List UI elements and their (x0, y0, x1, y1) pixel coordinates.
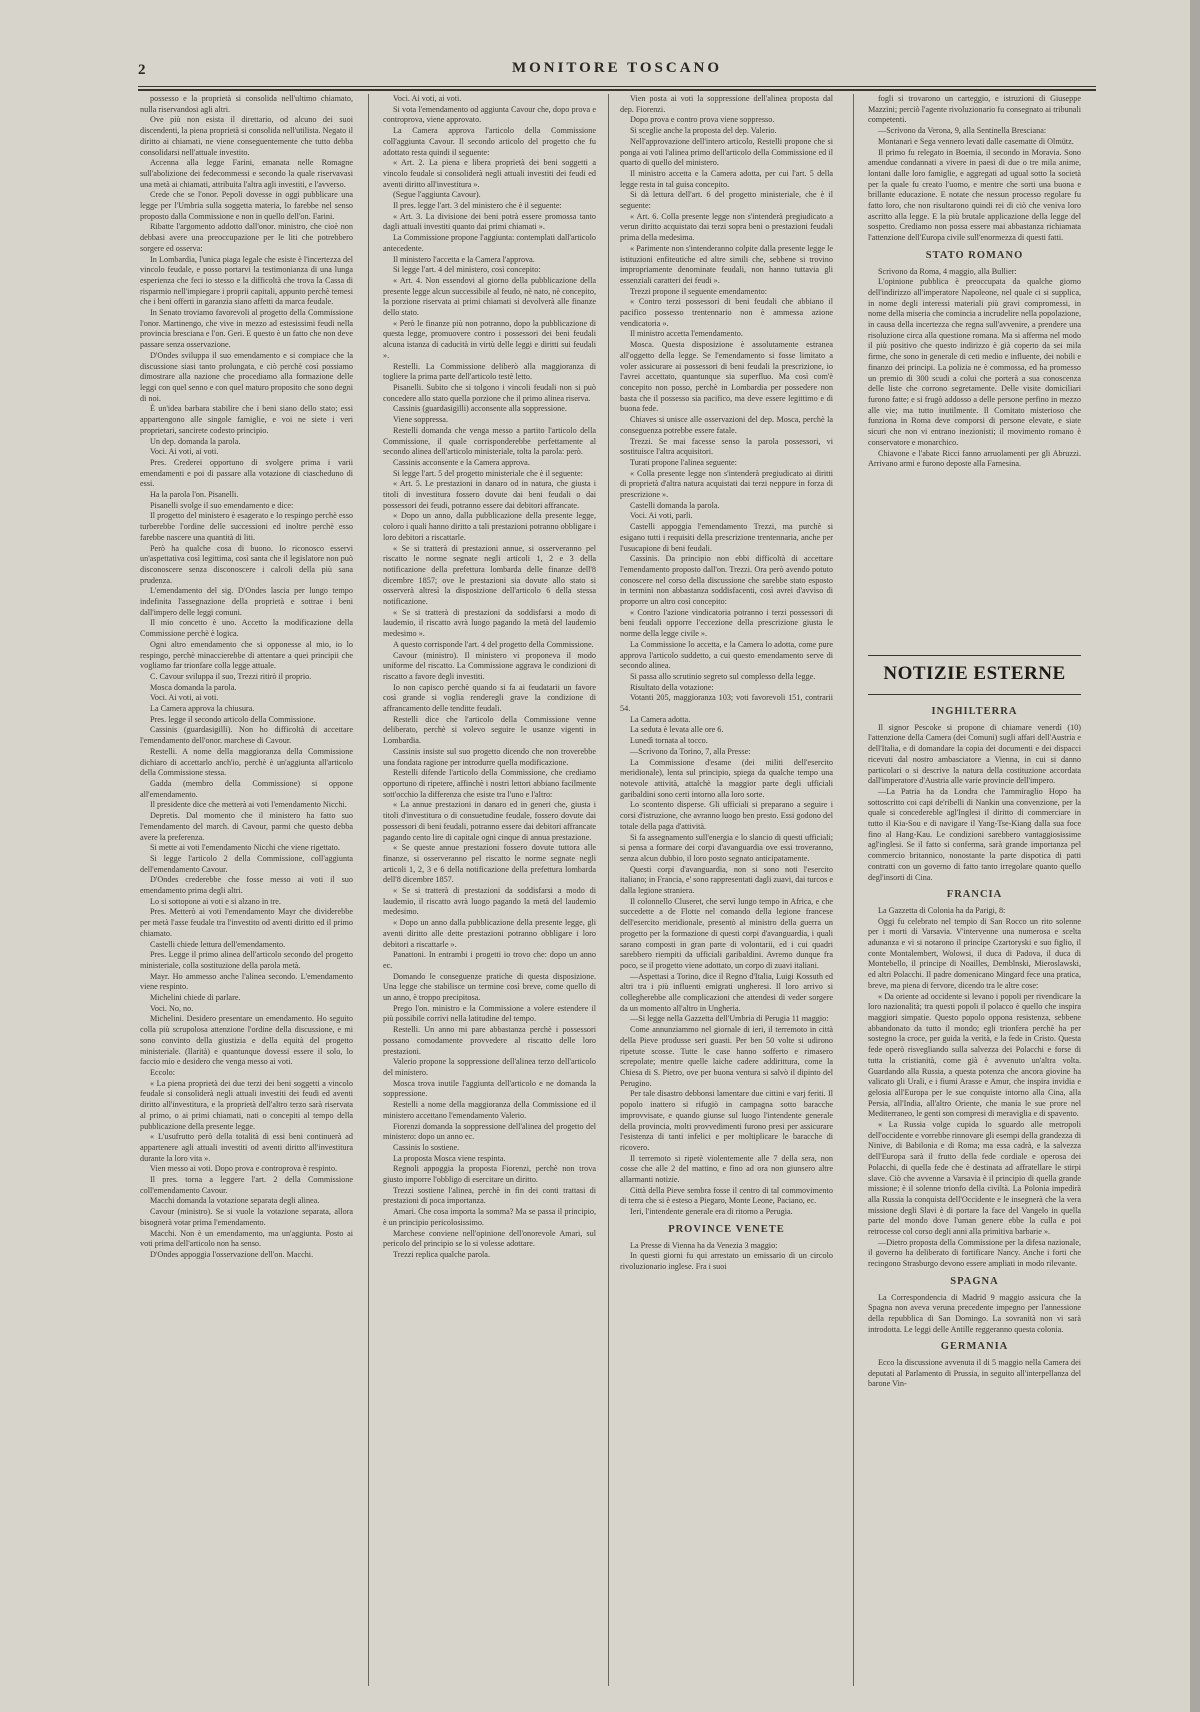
paragraph: La Camera approva la chiusura. (150, 704, 255, 714)
paragraph: Pres. Legge il primo alinea dell'articolo secondo del progetto ministeriale, colla sostituzione della parola metà. (140, 950, 353, 970)
header-rule-thick (138, 89, 1096, 91)
column-4-text-francia (868, 906, 1081, 1270)
paragraph: Si fa assegnamento sull'energia e lo slancio di questi ufficiali; si pensa a formare dei corpi d'avanguardia ove essi troveranno, senza alcun dubbio, il loro posto segnato anticipatamente. (620, 832, 833, 863)
paragraph: Voci. Ai voti, ai voti. (393, 94, 462, 103)
paragraph: Cassinis. Da principio non ebbi difficoltà di accettare l'emendamento proposto dall'on. Trezzi. Ora però avendo potuto conoscere nel corso della discussione che sarebbe stato esposto in termini non abbastanza soddisfacenti, così avrei d'avviso di proporre un altro così concepito: (620, 554, 833, 607)
paragraph: « Però le finanze più non potranno, dopo la pubblicazione di questa legge, promuovere contro i possessori dei beni feudali alcuna istanza di caducità in virtù delle leggi e diritti sui feudali ». (383, 318, 596, 360)
column-divider (368, 94, 369, 1686)
paragraph: —Si legge nella Gazzetta dell'Umbria di Perugia 11 maggio: (630, 1014, 829, 1024)
paragraph: « Dopo un anno dalla pubblicazione della presente legge, gli aventi diritto alle dette prestazioni potranno obbligare i loro debitori a riscattarle ». (383, 918, 596, 949)
paragraph: Castelli appoggia l'emendamento Trezzi, ma purchè si esigano tutti i requisiti della prescrizione trentennaria, anche per l'usucapione di beni feudali. (620, 522, 833, 553)
column-4-upper (868, 94, 1081, 470)
paragraph: « Contro l'azione vindicatoria potranno i terzi possessori di beni feudali opporre l'eccezione della prescrizione giusta le norme della legge civile ». (620, 607, 833, 639)
paragraph: —Scrivono da Verona, 9, alla Sentinella Bresciana: (878, 126, 1047, 136)
paragraph: Un dep. domanda la parola. (150, 436, 241, 446)
paragraph: Il presidente dice che metterà ai voti l'emendamento Nicchi. (150, 800, 347, 810)
paragraph: « Colla presente legge non s'intenderà pregiudicato ai diritti di proprietà d'altra natura acquistati dai terzi neppure in forza di prescrizione ». (620, 468, 833, 500)
paragraph: Pisanelli svolge il suo emendamento e dice: (150, 500, 294, 510)
section-heading-spagna: SPAGNA (950, 1275, 999, 1287)
column-3-text-venete (620, 1241, 833, 1273)
paragraph: Restelli dice che l'articolo della Commissione venne deliberato, perchè si volevo seguire le usanze vigenti in Lombardia. (383, 714, 596, 746)
paragraph: « Se si tratterà di prestazioni da soddisfarsi a modo di laudemio, il riscatto avrà luogo pagando la metà del laudemio medesimo ». (383, 607, 596, 639)
paragraph: Accenna alla legge Farini, emanata nelle Romagne sull'abolizione dei fedecommessi e secondo la quale riservavasi una metà ai chiamati, attribuita l'altra agli investiti, e l'avverso. (140, 158, 353, 189)
paragraph: La Commissione propone l'aggiunta: contemplati dall'articolo antecedente. (383, 233, 596, 253)
paragraph: Per tale disastro debbonsi lamentare due cittini e varj feriti. Il popolo inattero si rifugiò in campagna sotto baracche improvvisate, e quando giunse sul luogo l'intendente generale della provincia, molti provvedimenti furono presi per assicurare l'esistenza di tanti infelici e per moltiplicare le baracche di ricovero. (620, 1089, 833, 1152)
paragraph: Come annunziammo nel giornale di ieri, il terremoto in città della Pieve produsse seri guasti. Per ben 50 volte si udirono ripetute scosse. Tutte le case hanno sofferto e rimasero screpolate; mentre quelle laiche cadere addirittura, come la Chiesa di S. Pietro, ove per buona ventura si salvò il dipinto del Perugino. (620, 1025, 833, 1088)
paragraph: La Correspondencia di Madrid 9 maggio assicura che la Spagna non aveva veruna precedente impegno per l'annessione della repubblica di San Domingo. La sovranità non vi sarà introdotta. Le leggi delle Antille reggeranno questa colonia. (868, 1292, 1081, 1334)
paragraph: In Senato troviamo favorevoli al progetto della Commissione l'onor. Martinengo, che vive in mezzo ad estesissimi feudi nella provincia bresciana e l'on. Geri. E questo è un fatto che non deve passare senza osservazione. (140, 308, 353, 350)
column-4-text-top (868, 94, 1081, 244)
masthead-title: MONITORE TOSCANO (511, 60, 723, 76)
paragraph: Ogni altro emendamento che si opponesse al mio, io lo respingo, perchè minaccierebbe di attentare a quei principii che vogliamo far trionfare colla legge attuale. (140, 639, 353, 671)
paragraph: « Parimente non s'intenderanno colpite dalla presente legge le istituzioni enfiteutiche ed altre simili che, sebbene si trovino impropriamente denominate feudali, non hanno tuttavia gli essenziali caratteri dei feudi ». (620, 243, 833, 285)
paragraph: Lo si sottopone ai voti e si alzano in tre. (150, 896, 281, 906)
paragraph: « Dopo un anno, dalla pubblicazione della presente legge, coloro i quali hanno diritto a tali prestazioni potranno obbligare i loro debitori a riscattarle. (383, 511, 596, 542)
section-heading-stato-romano: STATO ROMANO (925, 249, 1024, 261)
paragraph: Amari. Che cosa importa la somma? Ma se passa il principio, è un principio pericolosissimo. (383, 1207, 596, 1227)
paragraph: Mosca trova inutile l'aggiunta dell'articolo e ne domanda la soppressione. (383, 1078, 596, 1099)
paragraph: Chiaves si unisce alle osservazioni del dep. Mosca, perchè la conseguenza potrebbe essere fatale. (620, 415, 833, 435)
paragraph: Marchese conviene nell'opinione dell'onorevole Amari, sul pericolo del principio se lo si volesse adottare. (383, 1228, 596, 1249)
paragraph: Cassinis (guardasigilli) acconsente alla soppressione. (393, 404, 567, 414)
header-rule (138, 86, 1096, 87)
column-divider (608, 94, 609, 1686)
paragraph: Panattoni. In entrambi i progetti io trovo che: dopo un anno ec. (383, 950, 596, 970)
paragraph: Michelini. Desidero presentare un emendamento. Ho seguito colla più scrupolosa attenzione l'ordine della discussione, e mi sono convinto della giustizia e della equità del progetto ministeriale. (Ilarità) e quantunque dovessi essere il solo, lo faccio mio e desidero che venga messo ai voti. (140, 1014, 353, 1067)
paragraph: Voci. Ai voti, parli. (630, 511, 693, 521)
paragraph: Pres. legge il secondo articolo della Commissione. (150, 714, 316, 724)
paragraph: Il ministero l'accetta e la Camera l'approva. (393, 254, 535, 264)
paragraph: Si legge l'articolo 2 della Commissione, coll'aggiunta dell'emendamento Cavour. (140, 853, 353, 874)
paragraph: La Presse di Vienna ha da Venezia 3 maggio: (630, 1240, 778, 1250)
paragraph: Vien posta ai voti la soppressione dell'alinea proposta dal dep. Fiorenzi. (620, 94, 833, 114)
paragraph: Eccolo: (150, 1067, 176, 1077)
column-3 (620, 94, 833, 1686)
paragraph: Oggi fu celebrato nel tempio di San Rocco un rito solenne per i morti di Varsavia. V'intervenne una numerosa e scelta adunanza e vi si notarono il principe Czartoryski e suo figlio, il conte Montalembert, Wolowsi, il duca di Padova, il duca di Montebello, il principe di Noailles, Demblnski, Mieroslawski, ed altri Polacchi. Il padre domenicano Mingard fece una pratica, breve, ma piena di fervore, dicendo tra le altre cose: (868, 916, 1081, 990)
paragraph: fogli si trovarono un carteggio, e istruzioni di Giuseppe Mazzini; perciò l'agente rivoluzionario fu consegnato ai tribunali competenti. (868, 94, 1081, 125)
page-number: 2 (138, 62, 146, 78)
column-4-text-inghilterra (868, 723, 1081, 884)
paragraph: (Segue l'aggiunta Cavour). (393, 190, 481, 200)
paragraph: Ieri, l'intendente generale era di ritorno a Perugia. (630, 1207, 793, 1217)
paragraph: —La Patria ha da Londra che l'ammiraglio Hopo ha sottoscritto coi capi de'ribelli di Nankin una convenzione, per la quale si concedereble agl'Inglesi il diritto di commerciare in tutto il Kia-Sou e di navigare il Yang-Tse-Kiang dalla sua foce fino al Hang-Kau. Le condizioni sarebbero vantaggiosissime agl'inglesi. Se il fatto si conferma, sarà grande importanza pel commercio britannico, nonostante la parte dispotica di patti contratti con un governo di fatto tanto irregolare quanto quello degl'insorti di Cina. (868, 786, 1081, 882)
paragraph: Cavour (ministro). Se si vuole la votazione separata, allora bisognerà votar prima l'emendamento. (140, 1207, 353, 1227)
page-edge (1190, 0, 1200, 1712)
paragraph: Gadda (membro della Commissione) si oppone all'emendamento. (140, 779, 353, 799)
paragraph: Votanti 205, maggioranza 103; voti favorevoli 151, contrarii 54. (620, 693, 833, 714)
paragraph: Il primo fu relegato in Boemia, il secondo in Moravia. Sono amendue condannati a vivere in paesi di due o tre mila anime, lontani dalle loro famiglie, e aggregati ad ugual sotto la società per la quale fu creato l'uomo, e mentre che sorti una buona e brillante educazione. E notate che nessun processo regolare fu fatto loro, che non risultarono quindi rei di ciò che veniva loro ascritto alla legge. E la più brutale applicazione della legge del sospetto. Crediamo non possa essere mai abbastanza richiamata l'attenzione dell'Europa civile sull'enormezza di questi fatti. (868, 147, 1081, 243)
paragraph: Si passa allo scrutinio segreto sul complesso della legge. (630, 671, 816, 681)
paragraph: Pisanelli. Subito che si tolgono i vincoli feudali non si può concedere allo stato quella porzione che il primo alinea riserva. (383, 382, 596, 403)
column-3-text (620, 94, 833, 1218)
column-divider (853, 94, 854, 1686)
paragraph: Nell'approvazione dell'intero articolo, Restelli propone che si ponga ai voti l'alinea primo dell'articolo della Commissione ed il quarto di quello del ministero. (620, 136, 833, 168)
paragraph: Pres. Metterò ai voti l'emendamento Mayr che dividerebbe per metà l'asse feudale tra l'investito od aventi diritto ed il primo chiamato. (140, 907, 353, 938)
paragraph: « La piena proprietà dei due terzi dei beni soggetti a vincolo feudale si consoliderà negli attuali investiti dei feudi ed aventi diritto all'investitura, e la proprietà dell'altro terzo sarà riservata al primo, o ai primi chiamati, nati o concepiti al tempo della pubblicazione della presente legge. (140, 1078, 353, 1131)
paragraph: Crede che se l'onor. Pepoli dovesse in oggi pubblicare una legge per l'Umbria sulla soggetta materia, lo farebbe nel senso proposto dalla Commissione e non in quello dell'on. Farini. (140, 190, 353, 221)
paragraph: « Da oriente ad occidente si levano i popoli per rivendicare la loro nazionalità; tra questi popoli il polacco è quello che inspira maggiori simpatie. Questo popolo oppona resistenza, sebbene abbandonato da tutto il mondo; egli trionfera perchè ha per sostegno la croce, per guida la verità, e la fede in Cristo. Questa fede operò risvegliando sulla salvezza dei Polacchi e forse di tutta la cristianità, come già è avvenuto un'altra volta. Guardando alla Russia, a questa potenza che ancora giovine ha valicato gli Urali, e i fiumi Arasse e Amur, che inspira invidia e gelosia all'Europa per le sue conquiste intorno alla Cina, alla Persia, all'India, all'altro Oriente, che mania le sue prore nel Mediterraneo, le genti son compresi di meraviglia e di spavento. (868, 991, 1081, 1119)
paragraph: Cassinis acconsente e la Camera approva. (393, 457, 530, 467)
paragraph: Cassinis (guardasigilli). Non ho difficoltà di accettare l'emendamento dell'onor. marchese di Cavour. (140, 725, 353, 746)
paragraph: Vien messo ai voti. Dopo prova e controprova è respinto. (150, 1164, 338, 1174)
paragraph: Pres. Crederei opportuno di svolgere prima i varii emendamenti e poi di passare alla votazione di ciascheduno di essi. (140, 457, 353, 489)
paragraph: Risultato della votazione: (630, 682, 714, 692)
paragraph: Restelli a nome della maggioranza della Commissione ed il ministero accettano l'emendamento Valerio. (383, 1100, 596, 1120)
paragraph: « Contro terzi possessori di beni feudali che abbiano il pacifico possesso trentennario non è ammessa azione vendicatoria ». (620, 297, 833, 328)
paragraph: Viene soppressa. (393, 415, 448, 425)
paragraph: Restelli. La Commissione deliberò alla maggioranza di togliere la prima parte dell'articolo testè letto. (383, 361, 596, 382)
paragraph: Il colonnello Cluseret, che servì lungo tempo in Africa, e che succedette a de Flotte nel comando della legione francese dell'esercito meridionale, presentò al ministro della guerra un progetto per la formazione di questi corpi d'avanguardia, i quali sarano composti in gran parte di volontarii, ed i cui quadri sarebbero riempiti da ufficiali garibaldini. Avremo dunque fra poco, se il progetto viene adottato, un corpo di zuavi italiani. (620, 896, 833, 970)
paragraph: D'Ondes appoggia l'osservazione dell'on. Macchi. (150, 1249, 314, 1259)
paragraph: Il terremoto si ripetè violentemente alle 7 della sera, non cosse che alle 2 del mattino, e fino ad ora non giunsero altre allarmanti notizie. (620, 1153, 833, 1185)
paragraph: possesso e la proprietà si consolida nell'ultimo chiamato, nulla riservandosi agli altri. (140, 94, 353, 114)
column-2 (383, 94, 596, 1686)
paragraph: D'Ondes sviluppa il suo emendamento e si compiace che la discussione siasi tanto prolungata, e ciò perchè così possiamo dimostrare alla nazione che procediamo alla formazione delle leggi con quel senno e con quel maturo proposito che sono degni di noi. (140, 350, 353, 403)
paragraph: « L'usufrutto però della totalità di essi beni continuerà ad appartenere agli attuali investiti od aventi diritto all'investitura durante la loro vita ». (140, 1132, 353, 1163)
paragraph: In questi giorni fu qui arrestato un emissario di un circolo rivoluzionario inglese. Fra i suoi (620, 1251, 833, 1271)
paragraph: Mosca domanda la parola. (150, 682, 237, 692)
paragraph: Ecco la discussione avvenuta il di 5 maggio nella Camera dei deputati al Parlamento di Prussia, in seguito all'interpellanza del barone Vin- (868, 1358, 1081, 1389)
paragraph: Restelli. A nome della maggioranza della Commissione dichiaro di accettarlo anch'io, perchè è un'aggiunta all'articolo della Commissione stessa. (140, 746, 353, 778)
paragraph: Castelli domanda la parola. (630, 500, 720, 510)
paragraph: Si mette ai voti l'emendamento Nicchi che viene rigettato. (150, 843, 340, 853)
paragraph: Ribatte l'argomento addotto dall'onor. ministro, che cioè non debbasi avere una preoccupazione per le liti che potrebbero sorgere ed osserva: (140, 222, 353, 253)
column-4-lower (868, 700, 1081, 1390)
paragraph: L'emendamento del sig. D'Ondes lascia per lungo tempo indefinita l'assegnazione della proprietà e sottrae i beni dall'impero delle leggi comuni. (140, 586, 353, 617)
paragraph: « Se queste annue prestazioni fossero dovute tuttora alle finanze, si osserveranno pel riscatto le norme segnate negli articoli 1, 2, 3 e 6 della notificazione della prefettura lombarda dell'8 dicembre 1857. (383, 843, 596, 885)
paragraph: Castelli chiede lettura dell'emendamento. (150, 939, 286, 949)
paragraph: « Art. 5. Le prestazioni in danaro od in natura, che giusta i titoli di investitura fossero dovute dai beni feudali o dai possessori dei feudi, potranno essere dai debitori affrancate. (383, 479, 596, 510)
paragraph: Trezzi sostiene l'alinea, perchè in fin dei conti trattasi di prestazioni di poca importanza. (383, 1185, 596, 1206)
paragraph: La Camera adotta. (630, 714, 691, 724)
paragraph: Scrivono da Roma, 4 maggio, alla Bullier: (878, 266, 1017, 276)
paragraph: Cavour (ministro). Il ministero vi proponeva il modo uniforme del riscatto. La Commissione aggrava le condizioni di riscatto a favore degli investiti. (383, 650, 596, 681)
paragraph: La Gazzetta di Colonia ha da Parigi, 8: (878, 905, 1006, 915)
paragraph: « Art. 6. Colla presente legge non s'intenderà pregiudicato a verun diritto acquistato dai terzi sopra beni o prestazioni feudali prima della medesima. (620, 211, 833, 243)
paragraph: Il signor Pescoke si propone di chiamare venerdì (10) l'attenzione della Camera (dei Comuni) sugli affari dell'Austria e dell'Italia, e di domandare la copia dei documenti e dei dispacci ricevuti dal nostro ambasciatore a Vienna, in cui si danno particolari o si descrive la natura della costituzione accordata dall'imperatore d'Austria alle varie provincie dell'impero. (868, 722, 1081, 786)
paragraph: Si legge l'art. 5 del progetto ministeriale che è il seguente: (393, 468, 583, 478)
paragraph: Macchi. Non è un emendamento, ma un'aggiunta. Posto ai voti prima dell'articolo non ha senso. (140, 1228, 353, 1249)
paragraph: Restelli difende l'articolo della Commissione, che crediamo opportuno di ripetere, affinchè i nostri lettori abbiano facilmente sott'occhio la differenza che esiste tra l'uno e l'altro: (383, 768, 596, 799)
paragraph: Questi corpi d'avanguardia, non si sono noti l'esercito italiano; in Francia, e' sono rappresentati dagli zuavi, dai turcos e dalla legione straniera. (620, 864, 833, 896)
paragraph: Si vota l'emendamento od aggiunta Cavour che, dopo prova e controprova, viene approvato. (383, 104, 596, 125)
column-4-text-germania (868, 1358, 1081, 1390)
page-header (138, 60, 1096, 86)
paragraph: « La Russia volge cupida lo sguardo alle metropoli dell'occidente e vorrebbe rinnovare gli esempi della grandezza di Ninive, di Babilonia e di Roma; ma essa cadrà, e la salvezza dell'Europa sarà il frutto della fede cordiale e operosa dei Polacchi, di quella fede che è destinata ad affratellare le stirpi slave. Ciò che avvenne a Varsavia è il principio di quella grande missione; è il solenne trionfo della civiltà. La Polonia impedirà alla Russia la conquista dell'Occidente e le insegnerà che la vera missione degli Slavi è di portare la face del Vangelo in quella parte del mondo dove l'uman genere ebbe la culla e poi retrocesse col corso degli anni alla primitiva barbarie ». (868, 1120, 1081, 1237)
paragraph: Cassinis insiste sul suo progetto dicendo che non troverebbe una fondata ragione per introdurre quella modificazione. (383, 746, 596, 767)
paragraph: La Commissione lo accetta, e la Camera lo adotta, come pure approva l'articolo suddetto, a cui questo emendamento serve di secondo alinea. (620, 639, 833, 671)
notizie-rule-top (868, 655, 1081, 656)
paragraph: Ha la parola l'on. Pisanelli. (150, 490, 239, 500)
paragraph: C. Cavour sviluppa il suo, Trezzi ritirò il proprio. (150, 671, 312, 681)
paragraph: Trezzi propone il seguente emendamento: (630, 286, 768, 296)
paragraph: Restelli. Un anno mi pare abbastanza perchè i possessori possano comodamente provvedere al riscatto delle loro prestazioni. (383, 1025, 596, 1056)
section-heading-province-venete: PROVINCE VENETE (668, 1223, 785, 1235)
paragraph: Lo scontento disperse. Gli ufficiali si preparano a seguire i corsi d'istruzione, che avranno luogo ben presto. Essi godono del totale della paga d'attività. (620, 800, 833, 831)
column-4 (868, 94, 1081, 1686)
paragraph: Montanari e Sega vennero levati dalle casematte di Olmütz. (878, 136, 1074, 146)
paragraph: La seduta è levata alle ore 6. (630, 725, 724, 735)
paragraph: « Se si tratterà di prestazioni annue, si osserveranno pel riscatto le norme segnate negli articoli 1, 2 e 3 della notificazione della prefettura lombarda delle finanze dell'8 dicembre 1857; ove le prestazioni sia dovute allo stato si osserverà altresì la disposizione dell'articolo 6 della stessa notificazione. (383, 543, 596, 607)
paragraph: Il pres. torna a leggere l'art. 2 della Commissione coll'emendamento Cavour. (140, 1175, 353, 1195)
paragraph: Restelli domanda che venga messo a partito l'articolo della Commissione, il quale corrisponderebbe perfettamente al secondo alinea dell'articolo ministeriale, tolta la parola: però. (383, 425, 596, 457)
paragraph: Depretis. Dal momento che il ministero ha fatto suo l'emendamento del march. di Cavour, parmi che questo debba avere la preferenza. (140, 811, 353, 842)
paragraph: Voci. Ai voti, ai voti. (150, 693, 219, 703)
paragraph: Il mio concetto è uno. Accetto la modificazione della Commissione perchè è logica. (140, 618, 353, 639)
paragraph: « Art. 2. La piena e libera proprietà dei beni soggetti a vincolo feudale si consoliderà negli attuali investiti dei feudi ed aventi diritto all'investitura ». (383, 158, 596, 189)
paragraph: « Art. 3. La divisione dei beni potrà essere promossa tanto dagli attuali investiti quanto dai primi chiamati ». (383, 211, 596, 232)
paragraph: Mosca. Questa disposizione è assolutamente estranea all'oggetto della legge. Se l'emendamento si fosse limitato a voler assicurare ai possessori di beni feudali la prescrizione, io l'avrei accettato, quantunque sia superfluo. Ma così com'è concepito non posso, perchè in Lombardia per possedere non basta che il possesso sia pacifico, ma deve essere legittimo e di buona fede. (620, 340, 833, 414)
paragraph: Chiavone e l'abate Ricci fanno arruolamenti per gli Abruzzi. Arrivano armi e furono deposte alla Farnesina. (868, 448, 1081, 469)
paragraph: Cassinis lo sostiene. (393, 1142, 460, 1152)
section-heading-inghilterra: INGHILTERRA (931, 706, 1018, 717)
paragraph: Michelini chiede di parlare. (150, 993, 241, 1003)
paragraph: —Aspettasi a Torino, dice il Regno d'Italia, Luigi Kossuth ed altri tra i più influenti emigrati ungheresi. Il loro arrivo si collegherebbe alle complicazioni che attendesi di veder sorgere da un momento all'altro in Ungheria. (620, 971, 833, 1013)
paragraph: —Scrivono da Torino, 7, alla Presse: (630, 746, 751, 756)
paragraph: Voci. No, no. (150, 1003, 194, 1013)
paragraph: Regnoli appoggia la proposta Fiorenzi, perchè non trova giusto imporre l'obbligo di esercitare un diritto. (383, 1164, 596, 1185)
paragraph: Mayr. Ho ammesso anche l'alinea secondo. L'emendamento viene respinto. (140, 971, 353, 992)
paragraph: La Commissione d'esame (dei militi dell'esercito meridionale), lenta sul principio, spiega da qualche tempo una notevole attività, attalchè la maggior parte degli ufficiali garibaldini sono certi intorno alla loro sorte. (620, 757, 833, 799)
section-heading-francia: FRANCIA (946, 889, 1003, 901)
paragraph: Valerio propone la soppressione dell'alinea terzo dell'articolo del ministero. (383, 1057, 596, 1077)
paragraph: Ove più non esista il direttario, od alcuno dei suoi discendenti, la piena proprietà si consolida nell'utilista. Negato il diritto ai chiamati, ne viene conseguentemente che tutto debba consolidarsi nell'attuale investito. (140, 115, 353, 157)
paragraph: La proposta Mosca viene respinta. (393, 1153, 506, 1163)
paragraph: In Lombardia, l'unica piaga legale che esiste è l'incertezza del vincolo feudale, e posso portarvi la testimonianza di una lunga esperienza che feci io stesso e la difficoltà che trova la Cassa di risparmio nell'impiegare i proprii capitali, appunto perchè temesi che i beni offerti in garanzia siano affetti da marca feudale. (140, 254, 353, 307)
paragraph: Si legge l'art. 4 del ministero, così concepito: (393, 265, 541, 275)
paragraph: Turati propone l'alinea seguente: (630, 457, 737, 467)
paragraph: Voci. Ai voti, ai voti. (150, 447, 219, 457)
column-4-text-roma (868, 267, 1081, 470)
paragraph: Fiorenzi domanda la soppressione dell'alinea del progetto del ministero: dopo un anno ec. (383, 1121, 596, 1142)
paragraph: « Se si tratterà di prestazioni da soddisfarsi a modo di laudemio, il riscatto avrà luogo pagando la metà del laudemio medesimo. (383, 886, 596, 917)
paragraph: L'opinione pubblica è preoccupata da qualche giorno dell'indirizzo all'imperatore Napoleone, nel quale ci si supplica, in nome degli interessi materiali più gravi compromessi, in nome della miseria che comincia a incrudelire nella popolazione, in causa della incertezza che regna sull'avvenire, a prendere una risoluzione circa alla questione romana. Ma si afferma nel modo il più positivo che questo indirizzo è già coperto da sei mila firme, che sono in generale di ceti medio e influente, dei nobili e finanzo dei principi. La polizia ne è commossa, ed ha promesso un premio di 300 scudi a colui che porterà a sua conoscenza delle liste che corrono segretamente. Delle visite domiciliari furono fatte; e si frugò addosso a delle persone perfino in mezzo alle vie; ma tutto inutilmente. Il Comitato misterioso che funziona in Roma deve comporsi di persone elevate, e siate sicuri che non vi entrano inezionisti; il movimento romano è conservatore e monarchico. (868, 277, 1081, 447)
paragraph: Trezzi. Se mai facesse senso la parola possessori, vi sostituisce l'altra acquisitori. (620, 436, 833, 457)
section-heading-germania: GERMANIA (940, 1341, 1009, 1353)
paragraph: Prego l'on. ministro e la Commissione a volere estendere il più possibile corrivi nella latitudine del tempo. (383, 1003, 596, 1024)
paragraph: Lunedì tornata al tocco. (630, 736, 708, 746)
paragraph: « La annue prestazioni in danaro ed in generi che, giusta i titoli d'investitura o di consuetudine feudale, fossero dovute dai possessori di beni feudali, potranno essere dai debitori affrancate pagando cento lire di capitale ogni cinque di annua prestazione. (383, 800, 596, 842)
notizie-rule-bottom (868, 694, 1081, 695)
paragraph: Il ministro accetta l'emendamento. (630, 329, 743, 339)
paragraph: Domando le conseguenze pratiche di questa disposizione. Una legge che stabilisce un termine così breve, come quello di un anno, è troppo precipitosa. (383, 971, 596, 1003)
paragraph: Macchi domanda la votazione separata degli alinea. (150, 1196, 320, 1206)
column-1 (140, 94, 353, 1686)
paragraph: È un'idea barbara stabilire che i beni siano dello stato; essi appartengono alle singole famiglie, e voi ne siete i veri proprietari, sancirete codesto principio. (140, 404, 353, 435)
paragraph: Si sceglie anche la proposta del dep. Valerio. (630, 126, 777, 136)
paragraph: —Dietro proposta della Commissione per la difesa nazionale, il governo ha deliberato di fortificare Nancy. Anche i forti che recingono Strasburgo devono essere ampliati in modo rilevante. (868, 1237, 1081, 1269)
paragraph: D'Ondes crederebbe che fosse messo ai voti il suo emendamento prima degli altri. (140, 875, 353, 896)
paragraph: Però ha qualche cosa di buono. Io riconosco esservi un'aspettativa così legittima, così santa che il legislatore non può disconoscere senza disconoscere i calcoli della più sana prudenza. (140, 543, 353, 585)
paragraph: Io non capisco perchè quando si fa ai feudatarii un favore così grande si voglia renderegli grave la condizione di affrancamento delle tenditte feudali. (383, 682, 596, 714)
paragraph: A questo corrisponde l'art. 4 del progetto della Commissione. (393, 639, 594, 649)
section-heading-notizie-esterne: NOTIZIE ESTERNE (883, 663, 1066, 684)
paragraph: La Camera approva l'articolo della Commissione coll'aggiunta Cavour. Il secondo articolo del progetto che fu adottato resta quindi il seguente: (383, 126, 596, 157)
paragraph: Si dà lettura dell'art. 6 del progetto ministeriale, che è il seguente: (620, 190, 833, 211)
paragraph: Trezzi replica qualche parola. (393, 1249, 490, 1259)
paragraph: « Art. 4. Non essendovi al giorno della pubblicazione della presente legge alcun successibile al feudo, nè nato, nè concepito, la porzione riservata ai primi chiamati si devolverà alle finanze dello stato. (383, 275, 596, 318)
paragraph: Il progetto del ministero è esagerato e lo respingo perchè esso turberebbe l'ordine delle successioni ed inoltre perchè esso farebbe nascere una quantità di liti. (140, 511, 353, 542)
paragraph: Il pres. legge l'art. 3 del ministero che è il seguente: (393, 201, 562, 211)
column-4-text-spagna (868, 1293, 1081, 1336)
paragraph: Il ministro accetta e la Camera adotta, per cui l'art. 5 della legge resta in tal guisa concepito. (620, 168, 833, 189)
paragraph: Dopo prova e contro prova viene soppresso. (630, 115, 775, 125)
paragraph: Città della Pieve sembra fosse il centro di tal commovimento di terra che si è esteso a Piegaro, Monte Leone, Paciano, ec. (620, 1185, 833, 1206)
